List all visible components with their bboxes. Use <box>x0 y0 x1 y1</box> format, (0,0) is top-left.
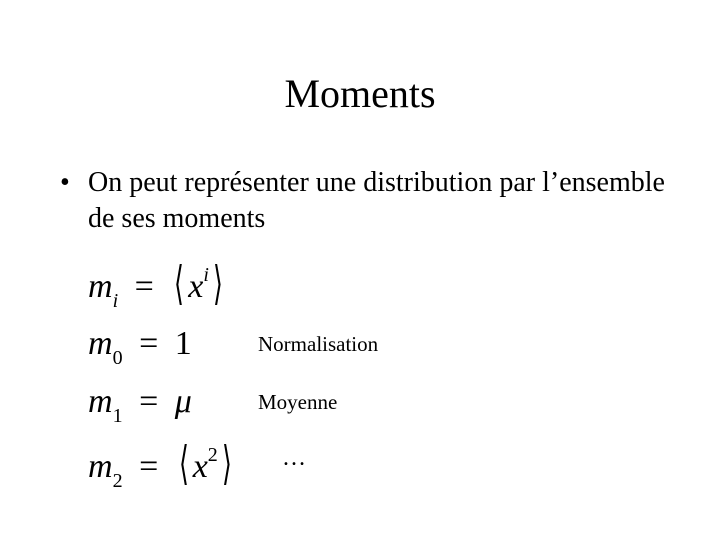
eq-index: 2 <box>112 470 123 492</box>
eq-lhs: m <box>88 448 113 485</box>
bullet-marker: • <box>60 167 70 198</box>
note-moyenne: Moyenne <box>258 390 338 414</box>
eq-power: 2 <box>207 444 218 466</box>
eq-open-bracket: ⟨ <box>178 438 189 489</box>
eq-lhs: m <box>88 268 113 305</box>
eq-open-bracket: ⟨ <box>174 258 185 309</box>
equation-moment-i <box>88 258 227 312</box>
eq-index: i <box>112 290 119 312</box>
eq-close-bracket: ⟩ <box>221 438 232 489</box>
eq-var: x <box>188 268 204 305</box>
eq-operator: = <box>139 383 159 420</box>
eq-power: i <box>203 264 209 286</box>
eq-lhs: m <box>88 325 113 362</box>
slide-title: Moments <box>284 71 436 116</box>
eq-rhs: 1 <box>174 325 192 362</box>
eq-close-bracket: ⟩ <box>212 258 223 309</box>
eq-lhs: m <box>88 383 113 420</box>
equation-moment-0 <box>88 324 192 368</box>
bullet-text: On peut représenter une distribution par l’ensemble de ses moments <box>88 167 665 234</box>
eq-var: x <box>192 448 208 485</box>
note-ellipsis: … <box>282 445 306 471</box>
note-normalisation: Normalisation <box>258 332 379 356</box>
eq-operator: = <box>139 448 159 485</box>
equation-moment-1 <box>88 382 192 426</box>
eq-operator: = <box>134 268 154 305</box>
eq-index: 0 <box>112 347 123 369</box>
equation-moment-2 <box>88 438 236 492</box>
eq-operator: = <box>139 325 159 362</box>
eq-index: 1 <box>112 405 123 427</box>
eq-rhs: μ <box>174 383 192 420</box>
